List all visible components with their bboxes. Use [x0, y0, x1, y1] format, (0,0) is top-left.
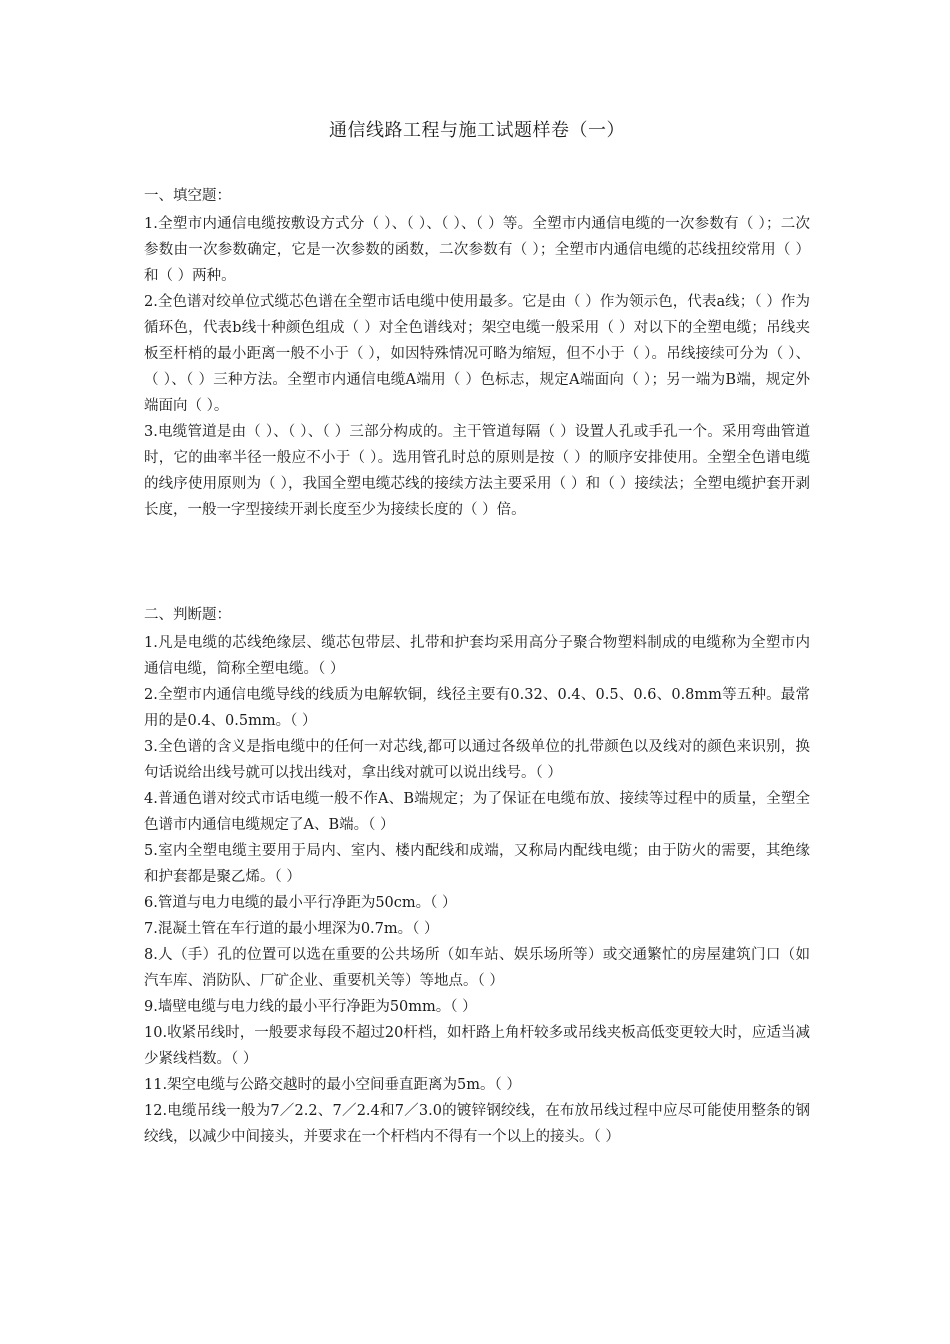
section-true-false — [144, 602, 810, 1150]
question-item: 3.电缆管道是由（ ）、（ ）、（ ）三部分构成的。主干管道每隔（ ）设置人孔或手孔一个。采用弯曲管道时，它的曲率半径一般应不小于（ ）。选用管孔时总的原则是按（ ）的顺序安排使用。全塑全色谱电缆的线序使用原则为（ ），我国全塑电缆芯线的接续方法主要采用（ ）和（ ）接续法；全塑电缆护套开剥长度，一般一字型接续开剥长度至少为接续长度的（ ）倍。 — [144, 424, 810, 518]
document-page — [144, 0, 810, 1344]
question-item: 6.管道与电力电缆的最小平行净距为50cm。（ ） — [144, 895, 457, 911]
question-item: 1.全塑市内通信电缆按敷设方式分（ ）、（ ）、（ ）、（ ）等。全塑市内通信电缆的一次参数有（ ）；二次参数由一次参数确定，它是一次参数的函数，二次参数有（ ）；全塑市内通信电缆的芯线扭绞常用（ ）和（ ）两种。 — [144, 216, 810, 284]
question-item: 11.架空电缆与公路交越时的最小空间垂直距离为5m。（ ） — [144, 1077, 521, 1093]
section-fill-in-blank — [144, 183, 810, 523]
question-item: 4.普通色谱对绞式市话电缆一般不作A、B端规定；为了保证在电缆布放、接续等过程中的质量，全塑全色谱市内通信电缆规定了A、B端。（ ） — [144, 791, 810, 833]
page-title: 通信线路工程与施工试题样卷（一） — [329, 120, 625, 141]
question-item: 3.全色谱的含义是指电缆中的任何一对芯线,都可以通过各级单位的扎带颜色以及线对的颜色来识别，换句话说给出线号就可以找出线对，拿出线对就可以说出线号。（ ） — [144, 739, 810, 781]
question-item: 5.室内全塑电缆主要用于局内、室内、楼内配线和成端，又称局内配线电缆；由于防火的需要，其绝缘和护套都是聚乙烯。（ ） — [144, 843, 810, 885]
question-item: 12.电缆吊线一般为7／2.2、7／2.4和7／3.0的镀锌钢绞线，在布放吊线过程中应尽可能使用整条的钢绞线，以减少中间接头，并要求在一个杆档内不得有一个以上的接头。（ ） — [144, 1103, 810, 1145]
question-item: 8.人（手）孔的位置可以选在重要的公共场所（如车站、娱乐场所等）或交通繁忙的房屋建筑门口（如汽车库、消防队、厂矿企业、重要机关等）等地点。（ ） — [144, 947, 810, 989]
question-item: 7.混凝土管在车行道的最小埋深为0.7m。（ ） — [144, 921, 439, 937]
section-heading: 二、判断题： — [144, 607, 231, 623]
question-item: 2.全塑市内通信电缆导线的线质为电解软铜，线径主要有0.32、0.4、0.5、0.6、0.8mm等五种。最常用的是0.4、0.5mm。（ ） — [144, 687, 810, 729]
question-item: 1.凡是电缆的芯线绝缘层、缆芯包带层、扎带和护套均采用高分子聚合物塑料制成的电缆称为全塑市内通信电缆，简称全塑电缆。（ ） — [144, 635, 810, 677]
question-item: 9.墙壁电缆与电力线的最小平行净距为50mm。（ ） — [144, 999, 477, 1015]
section-heading: 一、填空题： — [144, 188, 231, 204]
question-item: 10.收紧吊线时，一般要求每段不超过20杆档，如杆路上角杆较多或吊线夹板高低变更较大时，应适当减少紧线档数。（ ） — [144, 1025, 810, 1067]
question-item: 2.全色谱对绞单位式缆芯色谱在全塑市话电缆中使用最多。它是由（ ）作为领示色，代表a线；（ ）作为循环色，代表b线十种颜色组成（ ）对全色谱线对；架空电缆一般采用（ ）对以下的全塑电缆；吊线夹板至杆梢的最小距离一般不小于（ ），如因特殊情况可略为缩短，但不小于（ ）。吊线接续可分为（ ）、（ ）、（ ）三种方法。全塑市内通信电缆A端用（ ）色标志，规定A端面向（ ）；另一端为B端，规定外端面向（ ）。 — [144, 294, 810, 414]
